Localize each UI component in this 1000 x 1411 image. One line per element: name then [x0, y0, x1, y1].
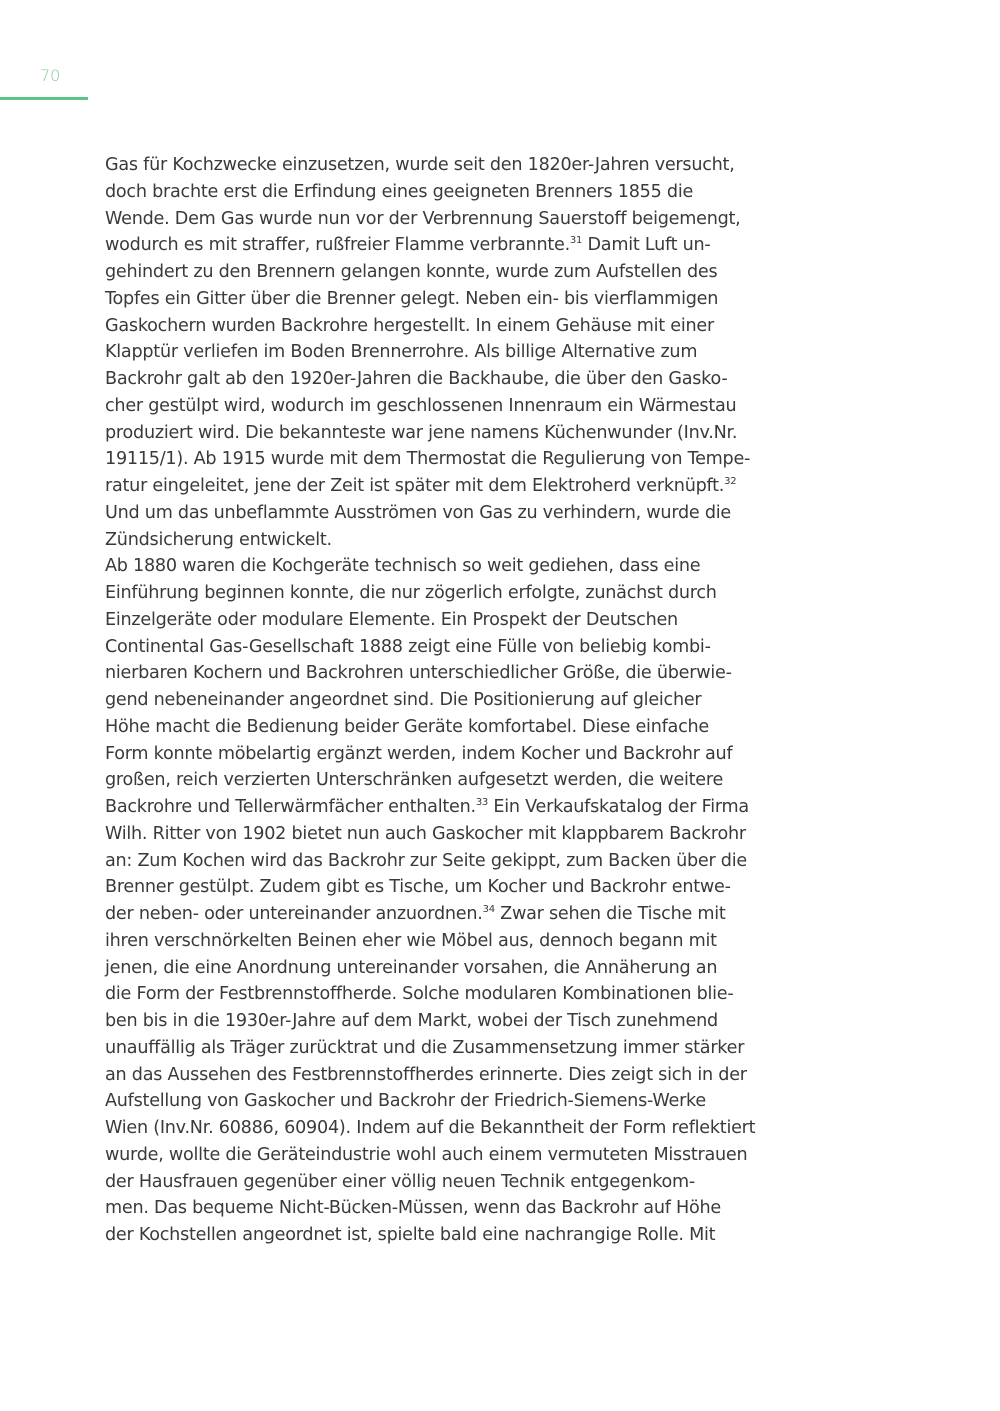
text-segment: ihren verschnörkelten Beinen eher wie Möbel aus, dennoch begann mit: [105, 930, 717, 951]
text-segment: Aufstellung von Gaskocher und Backrohr der Friedrich-Siemens-Werke: [105, 1091, 706, 1112]
text-segment: produziert wird. Die bekannteste war jene namens Küchenwunder (Inv.Nr.: [105, 422, 738, 443]
text-segment: cher gestülpt wird, wodurch im geschlossenen Innenraum ein Wärmestau: [105, 395, 737, 416]
text-line: [105, 981, 775, 1008]
text-segment: Zündsicherung entwickelt.: [105, 529, 332, 550]
text-segment: Einzelgeräte oder modulare Elemente. Ein Prospekt der Deutschen: [105, 609, 678, 630]
text-segment: der neben- oder untereinander anzuordnen.: [105, 904, 483, 924]
text-segment: der Hausfrauen gegenüber einer völlig neuen Technik entgegenkom-: [105, 1171, 696, 1192]
text-segment: Continental Gas-Gesellschaft 1888 zeigt eine Fülle von beliebig kombi-: [105, 636, 711, 657]
text-segment: Damit Luft un-: [582, 235, 711, 256]
text-line: [105, 1035, 775, 1062]
text-segment: der Kochstellen angeordnet ist, spielte bald eine nachrangige Rolle. Mit: [105, 1225, 716, 1245]
text-segment: men. Das bequeme Nicht-Bücken-Müssen, wenn das Backrohr auf Höhe: [105, 1198, 721, 1219]
text-line: [105, 553, 775, 580]
text-segment: an das Aussehen des Festbrennstoffherdes erinnerte. Dies zeigt sich in der: [105, 1064, 747, 1085]
text-line: [105, 928, 775, 955]
text-line: [105, 874, 775, 901]
text-segment: gehindert zu den Brennern gelangen konnte, wurde zum Aufstellen des: [105, 262, 718, 282]
text-segment: Brenner gestülpt. Zudem gibt es Tische, um Kocher und Backrohr entwe-: [105, 877, 731, 898]
text-segment: Topfes ein Gitter über die Brenner gelegt. Neben ein- bis vierflammigen: [105, 288, 719, 309]
footnote-ref: 33: [475, 797, 489, 808]
text-segment: an: Zum Kochen wird das Backrohr zur Seite gekippt, zum Backen über die: [105, 850, 747, 871]
text-line: [105, 767, 775, 794]
text-line: [105, 955, 775, 982]
text-line: [105, 1195, 775, 1222]
text-line: [105, 500, 775, 527]
text-line: [105, 714, 775, 741]
text-line: [105, 687, 775, 714]
text-line: [105, 821, 775, 848]
text-line: [105, 634, 775, 661]
text-segment: 19115/1). Ab 1915 wurde mit dem Thermostat die Regulierung von Tempe-: [105, 449, 751, 470]
text-line: [105, 232, 775, 259]
text-segment: Backrohre und Tellerwärmfächer enthalten.: [105, 797, 476, 817]
text-line: [105, 446, 775, 473]
text-segment: nierbaren Kochern und Backrohren unterschiedlicher Größe, die überwie-: [105, 663, 732, 684]
text-line: [105, 1115, 775, 1142]
text-segment: Ein Verkaufskatalog der Firma: [488, 797, 749, 817]
text-segment: unauffällig als Träger zurücktrat und die Zusammensetzung immer stärker: [105, 1037, 745, 1058]
page-number: 70: [40, 66, 61, 85]
text-segment: Wien (Inv.Nr. 60886, 60904). Indem auf die Bekanntheit der Form reflektiert: [105, 1118, 756, 1138]
text-line: [105, 1008, 775, 1035]
footnote-ref: 31: [569, 235, 583, 247]
text-segment: Gas für Kochzwecke einzusetzen, wurde seit den 1820er-Jahren versucht,: [105, 155, 735, 175]
text-line: [105, 206, 775, 233]
text-segment: doch brachte erst die Erfindung eines geeigneten Brenners 1855 die: [105, 181, 694, 202]
text-line: [105, 1088, 775, 1115]
text-line: [105, 1142, 775, 1169]
text-line: [105, 152, 775, 179]
text-line: [105, 286, 775, 313]
footnote-ref: 32: [724, 476, 737, 487]
text-segment: ben bis in die 1930er-Jahre auf dem Markt, wobei der Tisch zunehmend: [105, 1011, 718, 1031]
text-line: [105, 660, 775, 687]
text-line: [105, 580, 775, 607]
header-rule: [0, 97, 88, 100]
text-segment: gend nebeneinander angeordnet sind. Die Positionierung auf gleicher: [105, 690, 702, 710]
text-line: [105, 179, 775, 206]
text-line: [105, 1169, 775, 1196]
text-segment: Ab 1880 waren die Kochgeräte technisch so weit gediehen, dass eine: [105, 556, 701, 577]
text-segment: die Form der Festbrennstoffherde. Solche modularen Kombinationen blie-: [105, 984, 734, 1005]
text-segment: Wilh. Ritter von 1902 bietet nun auch Gaskocher mit klappbarem Backrohr: [105, 823, 746, 844]
text-line: [105, 473, 775, 500]
text-line: [105, 741, 775, 768]
text-line: [105, 527, 775, 554]
text-line: [105, 794, 775, 821]
text-line: [105, 366, 775, 393]
text-line: [105, 607, 775, 634]
text-line: [105, 339, 775, 366]
text-line: [105, 313, 775, 340]
text-segment: großen, reich verzierten Unterschränken aufgesetzt werden, die weitere: [105, 770, 724, 791]
text-line: [105, 1222, 775, 1249]
text-segment: Wende. Dem Gas wurde nun vor der Verbrennung Sauerstoff beigemengt,: [105, 208, 741, 229]
footnote-ref: 34: [482, 904, 495, 915]
text-segment: Zwar sehen die Tische mit: [494, 904, 726, 924]
text-line: [105, 1062, 775, 1089]
text-segment: Und um das unbeflammte Ausströmen von Gas zu verhindern, wurde die: [105, 502, 731, 523]
text-segment: Gaskochern wurden Backrohre hergestellt. In einem Gehäuse mit einer: [105, 315, 714, 336]
text-segment: wodurch es mit straffer, rußfreier Flamme verbrannte.: [105, 235, 570, 256]
text-line: [105, 393, 775, 420]
text-segment: Einführung beginnen konnte, die nur zögerlich erfolgte, zunächst durch: [105, 583, 717, 603]
text-segment: ratur eingeleitet, jene der Zeit ist später mit dem Elektroherd verknüpft.: [105, 476, 725, 496]
body-text: [105, 152, 775, 1249]
text-segment: Klapptür verliefen im Boden Brennerrohre. Als billige Alternative zum: [105, 342, 698, 363]
text-line: [105, 259, 775, 286]
text-line: [105, 901, 775, 928]
text-segment: jenen, die eine Anordnung untereinander vorsahen, die Annäherung an: [105, 957, 718, 978]
text-segment: Höhe macht die Bedienung beider Geräte komfortabel. Diese einfache: [105, 716, 709, 737]
text-segment: Form konnte möbelartig ergänzt werden, indem Kocher und Backrohr auf: [105, 743, 733, 764]
text-segment: Backrohr galt ab den 1920er-Jahren die Backhaube, die über den Gasko-: [105, 369, 728, 389]
text-line: [105, 848, 775, 875]
text-line: [105, 420, 775, 447]
text-segment: wurde, wollte die Geräteindustrie wohl auch einem vermuteten Misstrauen: [105, 1144, 748, 1165]
